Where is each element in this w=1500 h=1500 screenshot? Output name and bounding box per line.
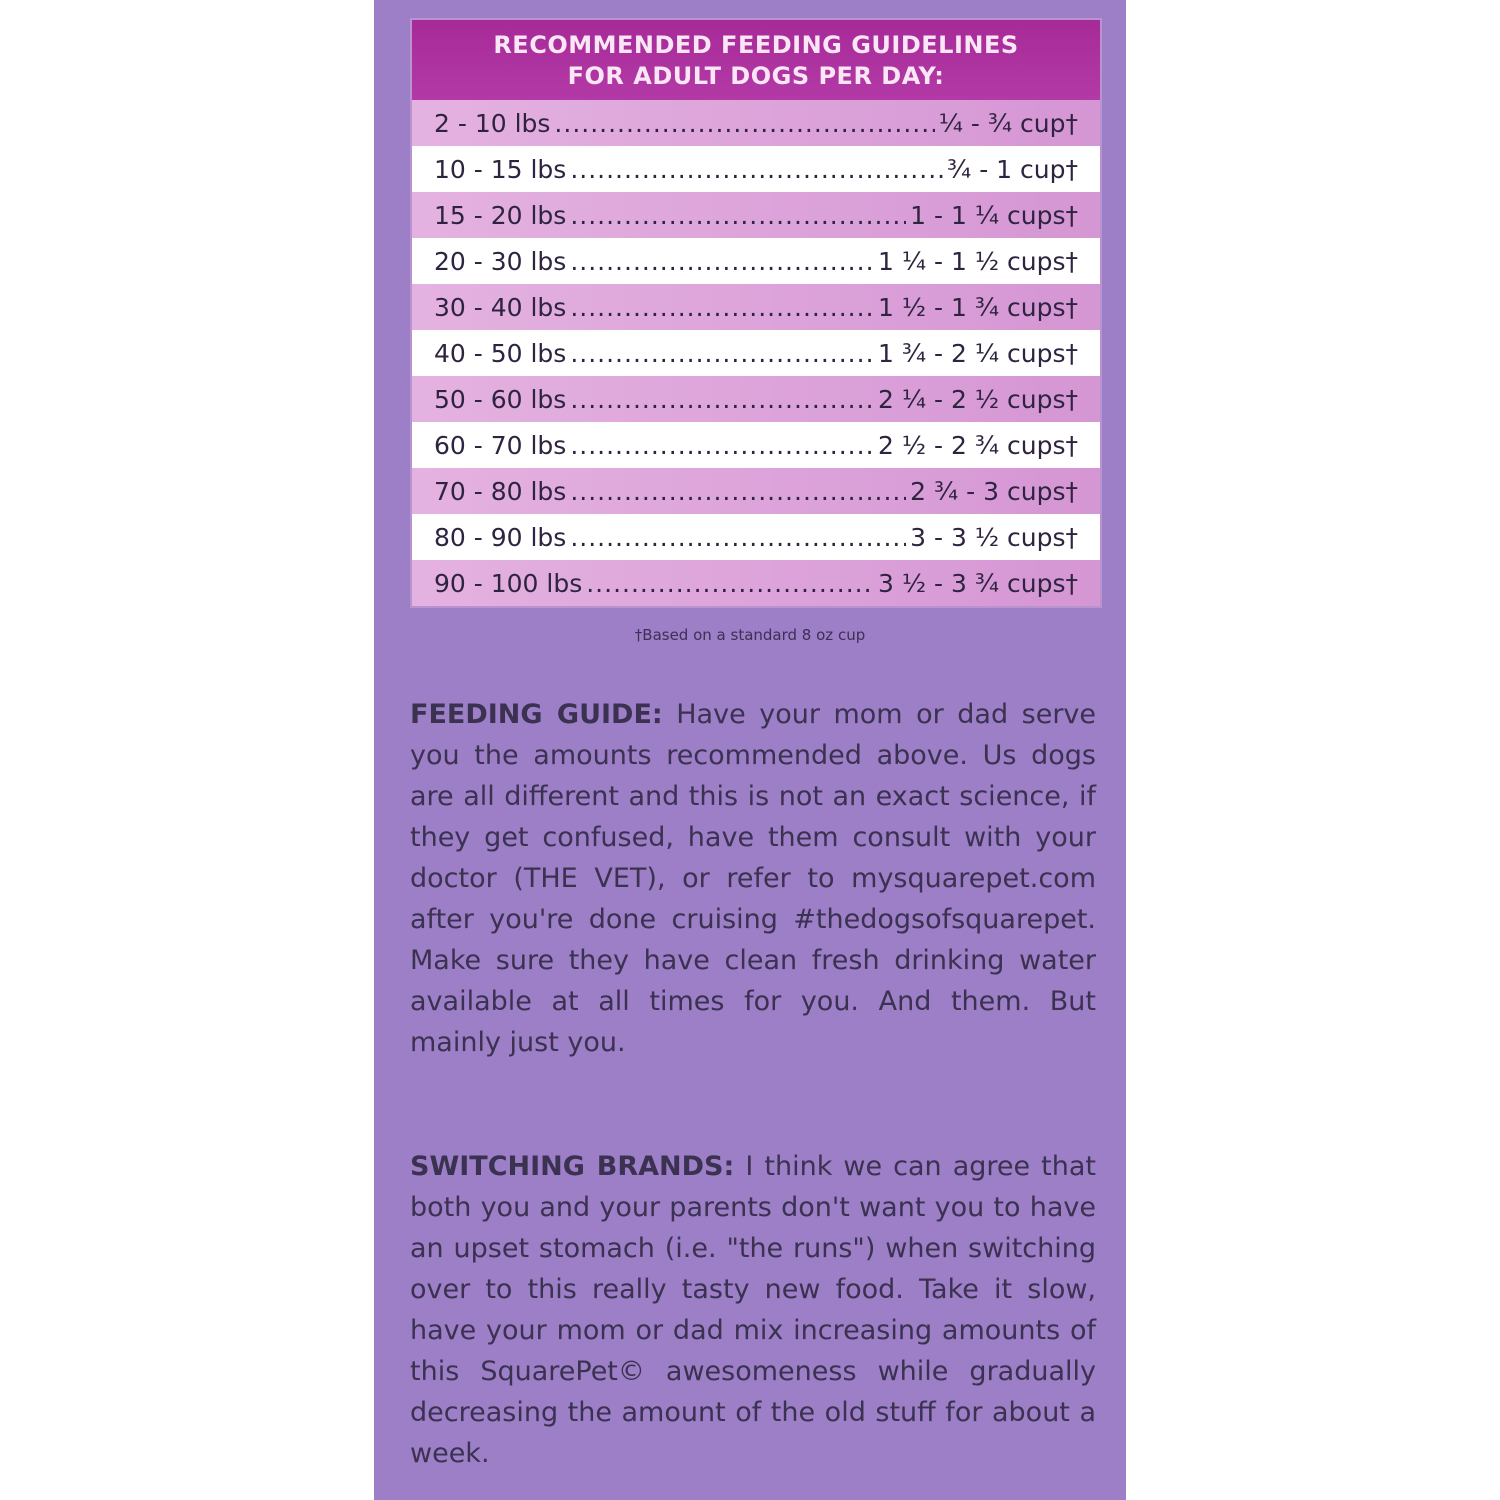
leader-dots <box>570 385 874 414</box>
leader-dots <box>570 477 906 506</box>
table-row <box>412 514 1100 560</box>
switching-brands-paragraph <box>410 1146 1096 1474</box>
table-row <box>412 284 1100 330</box>
row-amount: ¾ - 1 cup† <box>947 154 1078 184</box>
table-row <box>412 422 1100 468</box>
table-row <box>412 100 1100 146</box>
row-weight: 80 - 90 lbs <box>434 522 567 552</box>
leader-dots <box>570 247 874 276</box>
row-weight: 20 - 30 lbs <box>434 246 567 276</box>
feeding-table <box>410 18 1102 608</box>
table-row <box>412 238 1100 284</box>
table-row <box>412 468 1100 514</box>
row-weight: 50 - 60 lbs <box>434 384 567 414</box>
table-row <box>412 376 1100 422</box>
feeding-guide-heading: FEEDING GUIDE: <box>410 699 663 730</box>
row-amount: 2 ¾ - 3 cups† <box>910 476 1078 506</box>
row-amount: 1 ¼ - 1 ½ cups† <box>877 246 1078 276</box>
row-amount: 3 - 3 ½ cups† <box>910 522 1078 552</box>
row-amount: 1 - 1 ¼ cups† <box>910 200 1078 230</box>
row-amount: ¼ - ¾ cup† <box>938 108 1078 138</box>
table-row <box>412 146 1100 192</box>
row-weight: 60 - 70 lbs <box>434 430 567 460</box>
row-amount: 3 ½ - 3 ¾ cups† <box>877 568 1078 598</box>
table-row <box>412 330 1100 376</box>
switching-brands-heading: SWITCHING BRANDS: <box>410 1151 735 1182</box>
leader-dots <box>570 431 874 460</box>
table-row <box>412 560 1100 606</box>
table-title-line2: FOR ADULT DOGS PER DAY: <box>567 62 945 90</box>
footnote: †Based on a standard 8 oz cup <box>634 626 866 644</box>
row-amount: 1 ¾ - 2 ¼ cups† <box>877 338 1078 368</box>
row-amount: 2 ¼ - 2 ½ cups† <box>877 384 1078 414</box>
row-weight: 90 - 100 lbs <box>434 568 583 598</box>
leader-dots <box>570 523 906 552</box>
feeding-guide-text: Have your mom or dad serve you the amounts recommended above. Us dogs are all different and this is not an exact science, if they get confused, have them consult with your doctor (THE VET), or refer to mysquarepet.com after you're done cruising #thedogsofsquarepet. Make sure they have clean fresh drinking water available at all times for you. And them. But mainly just you. <box>410 699 1097 1058</box>
row-weight: 2 - 10 lbs <box>434 108 551 138</box>
row-amount: 2 ½ - 2 ¾ cups† <box>877 430 1078 460</box>
feeding-panel <box>374 0 1126 1500</box>
row-weight: 15 - 20 lbs <box>434 200 567 230</box>
table-title-line1: RECOMMENDED FEEDING GUIDELINES <box>493 31 1019 59</box>
feeding-guide-paragraph <box>410 694 1096 1063</box>
switching-brands-text: I think we can agree that both you and your parents don't want you to have an upset stomach (i.e. "the runs") when switching over to this really tasty new food. Take it slow, have your mom or dad mix increasing amounts of this SquarePet© awesomeness while gradually decreasing the amount of the old stuff for about a week. <box>410 1151 1096 1469</box>
row-weight: 40 - 50 lbs <box>434 338 567 368</box>
table-header <box>412 20 1100 100</box>
leader-dots <box>554 109 934 138</box>
row-weight: 70 - 80 lbs <box>434 476 567 506</box>
table-row <box>412 192 1100 238</box>
row-amount: 1 ½ - 1 ¾ cups† <box>877 292 1078 322</box>
leader-dots <box>570 293 874 322</box>
leader-dots <box>570 339 874 368</box>
leader-dots <box>570 201 906 230</box>
row-weight: 30 - 40 lbs <box>434 292 567 322</box>
leader-dots <box>586 569 874 598</box>
leader-dots <box>570 155 943 184</box>
row-weight: 10 - 15 lbs <box>434 154 567 184</box>
